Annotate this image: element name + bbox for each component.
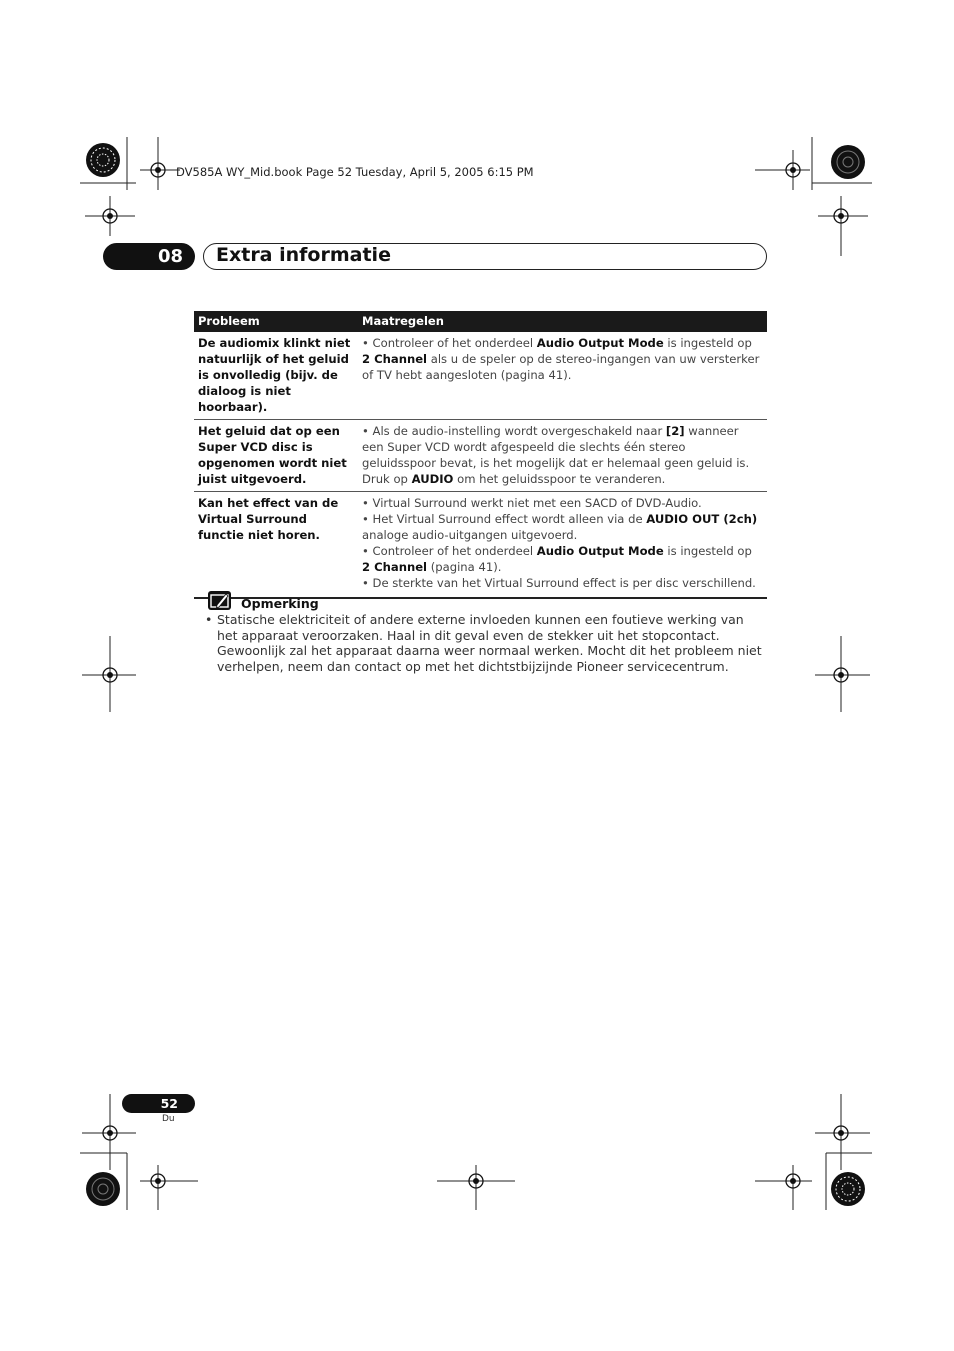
- chapter-number-badge: 08: [103, 243, 195, 270]
- remedy-cell: [358, 332, 767, 420]
- problem-cell: Het geluid dat op een Super VCD disc is opgenomen wordt niet juist uitgevoerd.: [194, 420, 358, 492]
- table-row: [194, 420, 767, 492]
- column-header-remedy: Maatregelen: [358, 311, 767, 332]
- remedy-text: wanneer een Super VCD wordt afgespeeld die slechts één stereo geluidsspoor bevat, is het mogelijk dat er helemaal geen geluid is. Druk op: [362, 424, 750, 486]
- note-text: Statische elektriciteit of andere externe invloeden kunnen een foutieve werking van het apparaat veroorzaken. Haal in dit geval even de stekker uit het stopcontact. Gewoonlijk zal het apparaat daarna weer normaal werken. Mocht dit het probleem niet verhelpen, neem dan contact op met het dichtstbijzijnde Pioneer servicecentrum.: [217, 612, 762, 674]
- remedy-text: • De sterkte van het Virtual Surround effect is per disc verschillend.: [362, 576, 756, 590]
- remedy-text: is ingesteld op: [663, 544, 752, 558]
- remedy-text: • Controleer of het onderdeel: [362, 544, 537, 558]
- pencil-note-icon: [208, 591, 231, 610]
- remedy-cell: [358, 492, 767, 599]
- note-title: Opmerking: [241, 596, 319, 611]
- remedy-item: [362, 575, 763, 591]
- table-row: [194, 492, 767, 599]
- remedy-item: [362, 495, 763, 511]
- remedy-item: [362, 543, 763, 575]
- remedy-item: [362, 423, 763, 487]
- remedy-text: • Het Virtual Surround effect wordt alleen via de: [362, 512, 647, 526]
- troubleshooting-table: [194, 311, 767, 599]
- remedy-emphasis: AUDIO OUT (2ch): [646, 512, 758, 526]
- remedy-cell: [358, 420, 767, 492]
- remedy-text: (pagina 41).: [427, 560, 502, 574]
- remedy-text: is ingesteld op: [663, 336, 752, 350]
- remedy-emphasis: 2 Channel: [362, 352, 428, 366]
- remedy-emphasis: AUDIO: [411, 472, 454, 486]
- remedy-item: [362, 511, 763, 543]
- chapter-title: Extra informatie: [216, 244, 391, 266]
- remedy-emphasis: 2 Channel: [362, 560, 428, 574]
- remedy-text: als u de speler op de stereo-ingangen van uw versterker of TV hebt aangesloten (pagina 41).: [362, 352, 760, 382]
- remedy-text: analoge audio-uitgangen uitgevoerd.: [362, 528, 578, 542]
- problem-cell: De audiomix klinkt niet natuurlijk of het geluid is onvolledig (bijv. de dialoog is niet hoorbaar).: [194, 332, 358, 420]
- remedy-text: • Controleer of het onderdeel: [362, 336, 537, 350]
- note-bullet: •: [205, 612, 213, 627]
- remedy-item: [362, 335, 763, 383]
- table-row: [194, 332, 767, 420]
- language-code: Du: [162, 1114, 175, 1124]
- book-info-line: DV585A WY_Mid.book Page 52 Tuesday, April 5, 2005 6:15 PM: [176, 165, 534, 179]
- remedy-emphasis: Audio Output Mode: [536, 544, 664, 558]
- remedy-text: • Virtual Surround werkt niet met een SACD of DVD-Audio.: [362, 496, 702, 510]
- column-header-problem: Probleem: [194, 311, 358, 332]
- remedy-emphasis: Audio Output Mode: [536, 336, 664, 350]
- page-number: 52: [122, 1094, 195, 1113]
- remedy-text: om het geluidsspoor te veranderen.: [453, 472, 666, 486]
- problem-cell: Kan het effect van de Virtual Surround functie niet horen.: [194, 492, 358, 599]
- table-header-row: [194, 311, 767, 332]
- remedy-text: • Als de audio-instelling wordt overgeschakeld naar: [362, 424, 666, 438]
- remedy-emphasis: [2]: [665, 424, 685, 438]
